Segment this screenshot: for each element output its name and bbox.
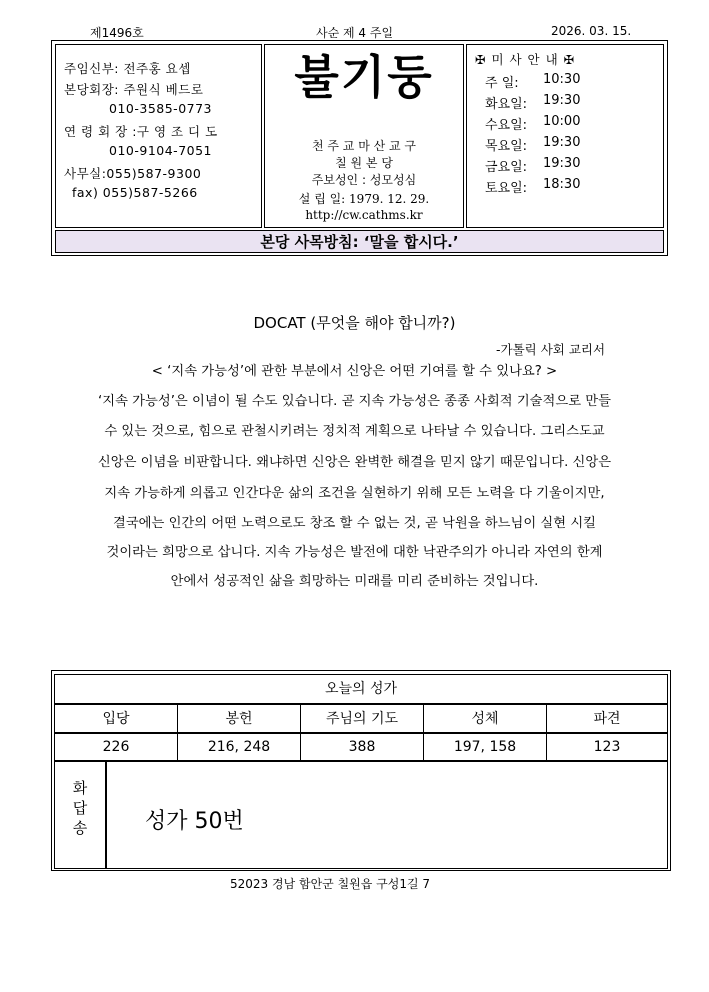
parish-website[interactable]: http://cw.cathms.kr xyxy=(305,208,423,222)
parish-address: 52023 경남 함안군 칠원읍 구성1길 7 xyxy=(230,877,431,891)
docat-line: 안에서 성공적인 삶을 희망하는 미래를 미리 준비하는 것입니다. xyxy=(170,574,539,589)
hymn-number-offertory: 216, 248 xyxy=(177,733,301,761)
parish-name: 칠 원 본 당 xyxy=(335,156,393,170)
masthead xyxy=(51,40,668,256)
hymn-header-dismissal: 파견 xyxy=(546,704,668,733)
responsorial-psalm-text: 성가 50번 xyxy=(145,809,244,834)
office-phone: 사무실:055)587-9300 xyxy=(64,166,202,181)
docat-question: < ‘지속 가능성’에 관한 부분에서 신앙은 어떤 기여를 할 수 있나요? > xyxy=(151,364,558,379)
docat-source: -가톨릭 사회 교리서 xyxy=(496,342,606,357)
hymn-number-entrance: 226 xyxy=(54,733,178,761)
mass-day: 수요일: xyxy=(485,118,528,133)
hymn-number-communion: 197, 158 xyxy=(423,733,547,761)
contact-panel xyxy=(55,44,262,228)
federation-phone: 010-9104-7051 xyxy=(109,143,213,158)
mass-day: 금요일: xyxy=(485,160,528,175)
hymn-header-offertory: 봉헌 xyxy=(177,704,301,733)
bulletin-date: 2026. 03. 15. xyxy=(551,24,632,38)
diocese: 천 주 교 마 산 교 구 xyxy=(311,139,417,153)
mass-time: 19:30 xyxy=(543,156,581,171)
hymn-table xyxy=(51,670,671,871)
chair-phone: 010-3585-0773 xyxy=(109,101,213,116)
issue-number: 제1496호 xyxy=(90,26,144,40)
responsorial-psalm-value xyxy=(106,761,668,869)
hymn-number-lords-prayer: 388 xyxy=(300,733,424,761)
hymn-header-communion: 성체 xyxy=(423,704,547,733)
parish-chair: 본당회장: 주원식 베드로 xyxy=(64,82,204,97)
mass-day: 토요일: xyxy=(485,181,528,196)
title-panel xyxy=(264,44,464,228)
founding-date: 설 립 일: 1979. 12. 29. xyxy=(298,192,430,206)
docat-line: 수 있는 것으로, 힘으로 관철시키려는 정치적 계획으로 나타날 수 있습니다. 그리스도교 xyxy=(104,424,605,439)
docat-line: 신앙은 이념을 비판합니다. 왜냐하면 신앙은 완벽한 해결을 믿지 않기 때문입니다. 신앙은 xyxy=(97,455,612,470)
hymn-number-dismissal: 123 xyxy=(546,733,668,761)
mass-time: 19:30 xyxy=(543,93,581,108)
liturgical-week: 사순 제 4 주일 xyxy=(316,26,394,40)
mass-time: 10:30 xyxy=(543,72,581,87)
mass-time: 18:30 xyxy=(543,177,581,192)
patron-saint: 주보성인 : 성모성심 xyxy=(311,173,417,187)
mass-schedule xyxy=(466,44,664,228)
mass-schedule-heading: ✠ 미 사 안 내 ✠ xyxy=(475,52,576,67)
mass-day: 주 일: xyxy=(485,76,519,91)
bulletin-title: 불기둥 xyxy=(294,50,434,104)
pastor: 주임신부: 전주홍 요셉 xyxy=(64,61,191,76)
hymn-header-lords-prayer: 주님의 기도 xyxy=(300,704,424,733)
mass-time: 10:00 xyxy=(543,114,581,129)
pastoral-policy: 본당 사목방침: ‘말을 합시다.’ xyxy=(55,230,664,253)
hymn-table-title: 오늘의 성가 xyxy=(54,674,668,704)
docat-line: 것이라는 희망으로 삽니다. 지속 가능성은 발전에 대한 낙관주의가 아니라 자연의 한계 xyxy=(106,545,603,560)
docat-line: 지속 가능하게 의롭고 인간다운 삶의 조건을 실현하기 위해 모든 노력을 다 기울이지만, xyxy=(104,486,605,501)
docat-line: ‘지속 가능성’은 이념이 될 수도 있습니다. 곧 지속 가능성은 종종 사회적 기술적으로 만들 xyxy=(98,394,611,409)
fax-number: fax) 055)587-5266 xyxy=(72,185,198,200)
docat-line: 결국에는 인간의 어떤 노력으로도 창조 할 수 없는 것, 곧 낙원을 하느님이 실현 시킬 xyxy=(112,516,597,531)
mass-time: 19:30 xyxy=(543,135,581,150)
hymn-header-entrance: 입당 xyxy=(54,704,178,733)
docat-title: DOCAT (무엇을 해야 합니까?) xyxy=(253,314,456,332)
mass-day: 화요일: xyxy=(485,97,528,112)
mass-day: 목요일: xyxy=(485,139,528,154)
responsorial-psalm-label: 화 답 송 xyxy=(54,761,106,869)
federation-chair: 연 령 회 장 :구 영 조 디 도 xyxy=(64,124,218,139)
